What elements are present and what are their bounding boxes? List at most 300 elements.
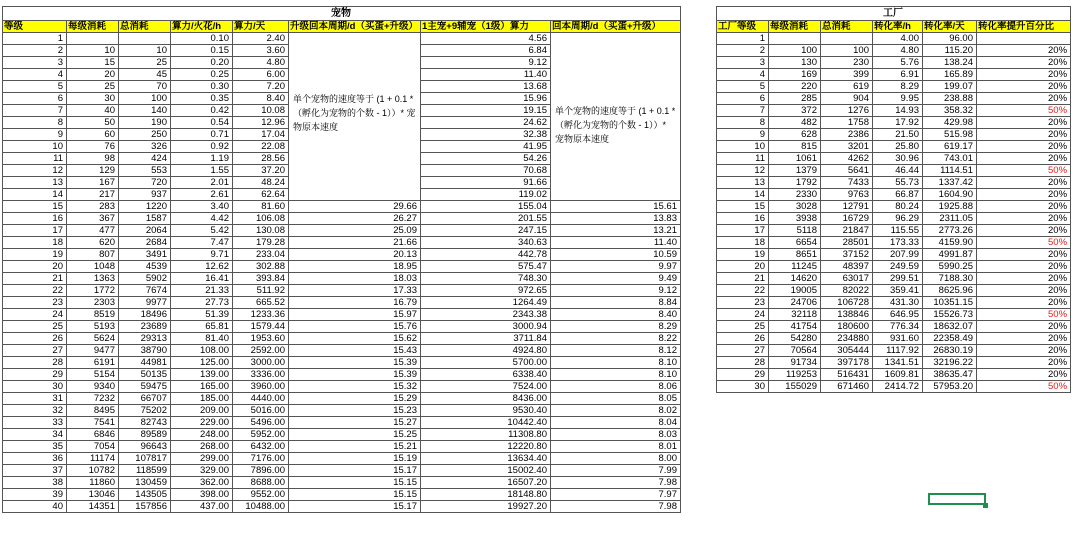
pet-cell[interactable]: 5952.00: [233, 429, 289, 441]
pet-cell[interactable]: 24: [3, 309, 67, 321]
pet-cell[interactable]: 18: [3, 237, 67, 249]
factory-cell[interactable]: 482: [769, 117, 821, 129]
factory-cell[interactable]: 4991.87: [923, 249, 977, 261]
factory-cell[interactable]: 20%: [977, 345, 1071, 357]
factory-cell[interactable]: 4.00: [873, 33, 923, 45]
factory-cell[interactable]: 1609.81: [873, 369, 923, 381]
factory-cell[interactable]: 743.01: [923, 153, 977, 165]
factory-cell[interactable]: 8.29: [873, 81, 923, 93]
factory-cell[interactable]: 50%: [977, 237, 1071, 249]
factory-cell[interactable]: 20%: [977, 273, 1071, 285]
factory-cell[interactable]: 28: [717, 357, 769, 369]
pet-cell[interactable]: 0.10: [171, 33, 233, 45]
pet-cell[interactable]: 3336.00: [233, 369, 289, 381]
pet-cell[interactable]: 20: [3, 261, 67, 273]
pet-cell[interactable]: 4: [3, 69, 67, 81]
pet-cell[interactable]: 4440.00: [233, 393, 289, 405]
factory-cell[interactable]: 285: [769, 93, 821, 105]
pet-cell[interactable]: 185.00: [171, 393, 233, 405]
factory-cell[interactable]: 180600: [821, 321, 873, 333]
factory-cell[interactable]: 1792: [769, 177, 821, 189]
pet-cell[interactable]: 6.84: [421, 45, 551, 57]
pet-cell[interactable]: 5.42: [171, 225, 233, 237]
factory-cell[interactable]: 305444: [821, 345, 873, 357]
factory-cell[interactable]: 1379: [769, 165, 821, 177]
pet-cell[interactable]: 7176.00: [233, 453, 289, 465]
factory-cell[interactable]: 1341.51: [873, 357, 923, 369]
pet-cell[interactable]: 7.98: [551, 501, 681, 513]
pet-cell[interactable]: 23689: [119, 321, 171, 333]
pet-cell[interactable]: 11860: [67, 477, 119, 489]
factory-cell[interactable]: 431.30: [873, 297, 923, 309]
factory-header-cell[interactable]: 转化率提升百分比: [977, 21, 1071, 33]
pet-cell[interactable]: 7054: [67, 441, 119, 453]
pet-cell[interactable]: 0.71: [171, 129, 233, 141]
factory-cell[interactable]: 628: [769, 129, 821, 141]
pet-cell[interactable]: 18.03: [289, 273, 421, 285]
factory-cell[interactable]: 82022: [821, 285, 873, 297]
factory-cell[interactable]: 138.24: [923, 57, 977, 69]
factory-cell[interactable]: 1758: [821, 117, 873, 129]
pet-cell[interactable]: [67, 33, 119, 45]
factory-cell[interactable]: 14: [717, 189, 769, 201]
pet-cell[interactable]: 3: [3, 57, 67, 69]
factory-cell[interactable]: 7433: [821, 177, 873, 189]
factory-cell[interactable]: 21.50: [873, 129, 923, 141]
pet-cell[interactable]: 8.40: [551, 309, 681, 321]
factory-cell[interactable]: 1925.88: [923, 201, 977, 213]
pet-cell[interactable]: 21.33: [171, 285, 233, 297]
factory-cell[interactable]: 29: [717, 369, 769, 381]
pet-cell[interactable]: 8.22: [551, 333, 681, 345]
pet-cell[interactable]: 1953.60: [233, 333, 289, 345]
pet-cell[interactable]: 0.20: [171, 57, 233, 69]
pet-cell[interactable]: 15.15: [289, 477, 421, 489]
factory-cell[interactable]: 25.80: [873, 141, 923, 153]
pet-cell[interactable]: 33: [3, 417, 67, 429]
factory-cell[interactable]: 249.59: [873, 261, 923, 273]
pet-cell[interactable]: 91.66: [421, 177, 551, 189]
factory-cell[interactable]: 25: [717, 321, 769, 333]
pet-cell[interactable]: 12220.80: [421, 441, 551, 453]
pet-cell[interactable]: 18496: [119, 309, 171, 321]
factory-cell[interactable]: 397178: [821, 357, 873, 369]
pet-cell[interactable]: 3000.00: [233, 357, 289, 369]
pet-cell[interactable]: 15.76: [289, 321, 421, 333]
factory-cell[interactable]: 48397: [821, 261, 873, 273]
pet-cell[interactable]: 18.95: [289, 261, 421, 273]
pet-cell[interactable]: 8.02: [551, 405, 681, 417]
pet-note-cell[interactable]: [289, 33, 421, 201]
pet-cell[interactable]: 15.17: [289, 501, 421, 513]
pet-header-cell[interactable]: 1主宠+9辅宠（1级）算力: [421, 21, 551, 33]
factory-cell[interactable]: 27: [717, 345, 769, 357]
factory-cell[interactable]: 138846: [821, 309, 873, 321]
factory-cell[interactable]: 119253: [769, 369, 821, 381]
pet-cell[interactable]: 16: [3, 213, 67, 225]
pet-cell[interactable]: 5902: [119, 273, 171, 285]
cell-selection-box[interactable]: [928, 493, 986, 505]
pet-cell[interactable]: 76: [67, 141, 119, 153]
pet-cell[interactable]: 9.49: [551, 273, 681, 285]
pet-cell[interactable]: 250: [119, 129, 171, 141]
pet-cell[interactable]: 9.71: [171, 249, 233, 261]
factory-cell[interactable]: 115.55: [873, 225, 923, 237]
factory-cell[interactable]: 20%: [977, 189, 1071, 201]
pet-cell[interactable]: 10: [119, 45, 171, 57]
pet-cell[interactable]: 14: [3, 189, 67, 201]
factory-cell[interactable]: 96.00: [923, 33, 977, 45]
pet-cell[interactable]: 129: [67, 165, 119, 177]
pet-cell[interactable]: 302.88: [233, 261, 289, 273]
factory-cell[interactable]: 57953.20: [923, 381, 977, 393]
pet-header-cell[interactable]: 总消耗: [119, 21, 171, 33]
pet-cell[interactable]: 38790: [119, 345, 171, 357]
pet-cell[interactable]: 1363: [67, 273, 119, 285]
pet-cell[interactable]: 3000.94: [421, 321, 551, 333]
pet-cell[interactable]: 9.12: [421, 57, 551, 69]
pet-cell[interactable]: 1.55: [171, 165, 233, 177]
pet-cell[interactable]: 2.01: [171, 177, 233, 189]
factory-cell[interactable]: 1117.92: [873, 345, 923, 357]
factory-cell[interactable]: 20%: [977, 177, 1071, 189]
factory-cell[interactable]: 20%: [977, 321, 1071, 333]
pet-cell[interactable]: 25: [3, 321, 67, 333]
factory-cell[interactable]: 20%: [977, 153, 1071, 165]
pet-header-cell[interactable]: 等级: [3, 21, 67, 33]
pet-cell[interactable]: 620: [67, 237, 119, 249]
pet-cell[interactable]: 8.06: [551, 381, 681, 393]
pet-cell[interactable]: 130.08: [233, 225, 289, 237]
pet-cell[interactable]: 50135: [119, 369, 171, 381]
pet-cell[interactable]: 15002.40: [421, 465, 551, 477]
factory-cell[interactable]: 50%: [977, 309, 1071, 321]
pet-cell[interactable]: 32: [3, 405, 67, 417]
factory-cell[interactable]: 18632.07: [923, 321, 977, 333]
pet-cell[interactable]: 424: [119, 153, 171, 165]
pet-cell[interactable]: 30: [3, 381, 67, 393]
pet-cell[interactable]: 575.47: [421, 261, 551, 273]
pet-cell[interactable]: 40: [67, 105, 119, 117]
pet-cell[interactable]: 0.92: [171, 141, 233, 153]
factory-cell[interactable]: 4.80: [873, 45, 923, 57]
pet-cell[interactable]: 5193: [67, 321, 119, 333]
factory-cell[interactable]: 70564: [769, 345, 821, 357]
pet-cell[interactable]: 15: [3, 201, 67, 213]
pet-cell[interactable]: 15.62: [289, 333, 421, 345]
pet-cell[interactable]: 22.08: [233, 141, 289, 153]
factory-cell[interactable]: 3: [717, 57, 769, 69]
factory-cell[interactable]: 55.73: [873, 177, 923, 189]
pet-cell[interactable]: 106.08: [233, 213, 289, 225]
factory-header-cell[interactable]: 总消耗: [821, 21, 873, 33]
pet-cell[interactable]: 8.29: [551, 321, 681, 333]
factory-cell[interactable]: 8651: [769, 249, 821, 261]
factory-cell[interactable]: 399: [821, 69, 873, 81]
factory-cell[interactable]: 26: [717, 333, 769, 345]
pet-cell[interactable]: 9340: [67, 381, 119, 393]
pet-cell[interactable]: 140: [119, 105, 171, 117]
factory-cell[interactable]: 931.60: [873, 333, 923, 345]
pet-cell[interactable]: 5624: [67, 333, 119, 345]
pet-cell[interactable]: 28: [3, 357, 67, 369]
pet-cell[interactable]: 10: [67, 45, 119, 57]
pet-cell[interactable]: 5700.00: [421, 357, 551, 369]
pet-cell[interactable]: 37.20: [233, 165, 289, 177]
pet-cell[interactable]: 81.40: [171, 333, 233, 345]
factory-cell[interactable]: 11245: [769, 261, 821, 273]
pet-cell[interactable]: 59475: [119, 381, 171, 393]
pet-cell[interactable]: 720: [119, 177, 171, 189]
pet-cell[interactable]: 0.15: [171, 45, 233, 57]
pet-cell[interactable]: 340.63: [421, 237, 551, 249]
pet-cell[interactable]: 329.00: [171, 465, 233, 477]
pet-cell[interactable]: 4539: [119, 261, 171, 273]
factory-cell[interactable]: 234880: [821, 333, 873, 345]
factory-cell[interactable]: 904: [821, 93, 873, 105]
pet-cell[interactable]: 39: [3, 489, 67, 501]
pet-cell[interactable]: 19927.20: [421, 501, 551, 513]
pet-cell[interactable]: 15.97: [289, 309, 421, 321]
pet-cell[interactable]: 190: [119, 117, 171, 129]
factory-cell[interactable]: 21847: [821, 225, 873, 237]
pet-cell[interactable]: 511.92: [233, 285, 289, 297]
pet-cell[interactable]: 40: [3, 501, 67, 513]
pet-cell[interactable]: 118599: [119, 465, 171, 477]
factory-cell[interactable]: 4262: [821, 153, 873, 165]
pet-cell[interactable]: 179.28: [233, 237, 289, 249]
pet-cell[interactable]: 35: [3, 441, 67, 453]
pet-cell[interactable]: 15.96: [421, 93, 551, 105]
factory-cell[interactable]: 20%: [977, 141, 1071, 153]
factory-cell[interactable]: 15526.73: [923, 309, 977, 321]
pet-cell[interactable]: 5016.00: [233, 405, 289, 417]
factory-cell[interactable]: 20%: [977, 93, 1071, 105]
pet-cell[interactable]: 17: [3, 225, 67, 237]
pet-cell[interactable]: 6432.00: [233, 441, 289, 453]
pet-cell[interactable]: 2684: [119, 237, 171, 249]
pet-cell[interactable]: 75202: [119, 405, 171, 417]
pet-cell[interactable]: 1233.36: [233, 309, 289, 321]
pet-cell[interactable]: 9977: [119, 297, 171, 309]
pet-cell[interactable]: 937: [119, 189, 171, 201]
factory-cell[interactable]: 20%: [977, 117, 1071, 129]
factory-cell[interactable]: 2330: [769, 189, 821, 201]
pet-cell[interactable]: 82743: [119, 417, 171, 429]
factory-cell[interactable]: [821, 33, 873, 45]
pet-header-cell[interactable]: 升级回本周期/d（买蛋+升级）: [289, 21, 421, 33]
pet-cell[interactable]: 18148.80: [421, 489, 551, 501]
pet-cell[interactable]: 62.64: [233, 189, 289, 201]
factory-cell[interactable]: 199.07: [923, 81, 977, 93]
factory-cell[interactable]: 20%: [977, 249, 1071, 261]
pet-cell[interactable]: 16507.20: [421, 477, 551, 489]
pet-cell[interactable]: 10782: [67, 465, 119, 477]
factory-cell[interactable]: 3028: [769, 201, 821, 213]
pet-cell[interactable]: 6338.40: [421, 369, 551, 381]
pet-cell[interactable]: 26.27: [289, 213, 421, 225]
factory-cell[interactable]: 6654: [769, 237, 821, 249]
pet-cell[interactable]: 13046: [67, 489, 119, 501]
factory-header-cell[interactable]: 每级消耗: [769, 21, 821, 33]
pet-cell[interactable]: 4924.80: [421, 345, 551, 357]
pet-cell[interactable]: 2.61: [171, 189, 233, 201]
pet-cell[interactable]: 807: [67, 249, 119, 261]
factory-cell[interactable]: 220: [769, 81, 821, 93]
factory-cell[interactable]: 10: [717, 141, 769, 153]
factory-cell[interactable]: 96.29: [873, 213, 923, 225]
pet-cell[interactable]: 15.17: [289, 465, 421, 477]
pet-cell[interactable]: 11: [3, 153, 67, 165]
factory-cell[interactable]: 11: [717, 153, 769, 165]
pet-cell[interactable]: 15.43: [289, 345, 421, 357]
factory-cell[interactable]: 24: [717, 309, 769, 321]
pet-cell[interactable]: 10488.00: [233, 501, 289, 513]
pet-cell[interactable]: 1772: [67, 285, 119, 297]
factory-cell[interactable]: 516431: [821, 369, 873, 381]
factory-cell[interactable]: 20%: [977, 201, 1071, 213]
pet-cell[interactable]: 41.95: [421, 141, 551, 153]
pet-cell[interactable]: 2064: [119, 225, 171, 237]
pet-cell[interactable]: 15.23: [289, 405, 421, 417]
factory-cell[interactable]: 165.89: [923, 69, 977, 81]
factory-cell[interactable]: 63017: [821, 273, 873, 285]
pet-cell[interactable]: 15.39: [289, 369, 421, 381]
pet-cell[interactable]: 143505: [119, 489, 171, 501]
pet-cell[interactable]: 25.09: [289, 225, 421, 237]
factory-cell[interactable]: 8625.96: [923, 285, 977, 297]
factory-cell[interactable]: 22: [717, 285, 769, 297]
pet-cell[interactable]: 165.00: [171, 381, 233, 393]
pet-cell[interactable]: 8.04: [551, 417, 681, 429]
pet-cell[interactable]: 96643: [119, 441, 171, 453]
pet-cell[interactable]: 81.60: [233, 201, 289, 213]
pet-cell[interactable]: 65.81: [171, 321, 233, 333]
pet-cell[interactable]: 2: [3, 45, 67, 57]
pet-header-cell[interactable]: 回本周期/d（买蛋+升级）: [551, 21, 681, 33]
pet-cell[interactable]: 326: [119, 141, 171, 153]
factory-cell[interactable]: 3201: [821, 141, 873, 153]
pet-cell[interactable]: 29.66: [289, 201, 421, 213]
pet-cell[interactable]: 0.25: [171, 69, 233, 81]
pet-cell[interactable]: 22: [3, 285, 67, 297]
factory-cell[interactable]: 12791: [821, 201, 873, 213]
pet-cell[interactable]: 10.59: [551, 249, 681, 261]
pet-cell[interactable]: 108.00: [171, 345, 233, 357]
pet-cell[interactable]: 5154: [67, 369, 119, 381]
pet-cell[interactable]: 3.60: [233, 45, 289, 57]
pet-cell[interactable]: 3711.84: [421, 333, 551, 345]
factory-cell[interactable]: 3938: [769, 213, 821, 225]
factory-cell[interactable]: 26830.19: [923, 345, 977, 357]
pet-cell[interactable]: 54.26: [421, 153, 551, 165]
factory-cell[interactable]: 2773.26: [923, 225, 977, 237]
factory-cell[interactable]: 91734: [769, 357, 821, 369]
factory-cell[interactable]: 20%: [977, 285, 1071, 297]
pet-cell[interactable]: 12.96: [233, 117, 289, 129]
factory-cell[interactable]: 20%: [977, 129, 1071, 141]
pet-cell[interactable]: 19.15: [421, 105, 551, 117]
pet-cell[interactable]: 4.42: [171, 213, 233, 225]
factory-cell[interactable]: 2386: [821, 129, 873, 141]
pet-cell[interactable]: 11308.80: [421, 429, 551, 441]
factory-cell[interactable]: 20%: [977, 69, 1071, 81]
factory-cell[interactable]: 169: [769, 69, 821, 81]
pet-cell[interactable]: 9552.00: [233, 489, 289, 501]
factory-cell[interactable]: 19005: [769, 285, 821, 297]
pet-cell[interactable]: 15.32: [289, 381, 421, 393]
pet-cell[interactable]: 11.40: [551, 237, 681, 249]
factory-cell[interactable]: 50%: [977, 165, 1071, 177]
pet-cell[interactable]: 8519: [67, 309, 119, 321]
pet-cell[interactable]: 45: [119, 69, 171, 81]
factory-cell[interactable]: 299.51: [873, 273, 923, 285]
pet-cell[interactable]: [119, 33, 171, 45]
factory-cell[interactable]: 21: [717, 273, 769, 285]
factory-header-cell[interactable]: 转化率/天: [923, 21, 977, 33]
pet-cell[interactable]: 8.10: [551, 369, 681, 381]
factory-cell[interactable]: 429.98: [923, 117, 977, 129]
pet-cell[interactable]: 8436.00: [421, 393, 551, 405]
factory-cell[interactable]: 9763: [821, 189, 873, 201]
pet-header-cell[interactable]: 每级消耗: [67, 21, 119, 33]
factory-cell[interactable]: 5641: [821, 165, 873, 177]
pet-cell[interactable]: 24.62: [421, 117, 551, 129]
pet-cell[interactable]: 7541: [67, 417, 119, 429]
pet-cell[interactable]: 748.30: [421, 273, 551, 285]
pet-cell[interactable]: 15.39: [289, 357, 421, 369]
factory-cell[interactable]: 20%: [977, 81, 1071, 93]
factory-cell[interactable]: 14.93: [873, 105, 923, 117]
pet-cell[interactable]: 51.39: [171, 309, 233, 321]
factory-cell[interactable]: 12: [717, 165, 769, 177]
factory-cell[interactable]: 5: [717, 81, 769, 93]
pet-cell[interactable]: 13.83: [551, 213, 681, 225]
pet-cell[interactable]: 0.35: [171, 93, 233, 105]
factory-cell[interactable]: 20%: [977, 225, 1071, 237]
pet-cell[interactable]: 248.00: [171, 429, 233, 441]
factory-cell[interactable]: 1: [717, 33, 769, 45]
factory-cell[interactable]: 20%: [977, 369, 1071, 381]
pet-cell[interactable]: 1: [3, 33, 67, 45]
pet-cell[interactable]: 3491: [119, 249, 171, 261]
factory-cell[interactable]: 23: [717, 297, 769, 309]
pet-cell[interactable]: 1220: [119, 201, 171, 213]
pet-cell[interactable]: 8688.00: [233, 477, 289, 489]
factory-cell[interactable]: 20: [717, 261, 769, 273]
factory-cell[interactable]: 10351.15: [923, 297, 977, 309]
pet-cell[interactable]: 157856: [119, 501, 171, 513]
pet-cell[interactable]: 100: [119, 93, 171, 105]
pet-cell[interactable]: 50: [67, 117, 119, 129]
pet-cell[interactable]: 7.98: [551, 477, 681, 489]
pet-header-cell[interactable]: 算力/天: [233, 21, 289, 33]
factory-cell[interactable]: 115.20: [923, 45, 977, 57]
factory-cell[interactable]: 19: [717, 249, 769, 261]
pet-cell[interactable]: 9530.40: [421, 405, 551, 417]
pet-cell[interactable]: 36: [3, 453, 67, 465]
pet-cell[interactable]: 7524.00: [421, 381, 551, 393]
factory-cell[interactable]: 80.24: [873, 201, 923, 213]
pet-cell[interactable]: 15.21: [289, 441, 421, 453]
pet-cell[interactable]: 19: [3, 249, 67, 261]
pet-cell[interactable]: 362.00: [171, 477, 233, 489]
factory-cell[interactable]: 8: [717, 117, 769, 129]
factory-cell[interactable]: 619: [821, 81, 873, 93]
pet-cell[interactable]: 13634.40: [421, 453, 551, 465]
factory-cell[interactable]: 14620: [769, 273, 821, 285]
pet-cell[interactable]: 15.61: [551, 201, 681, 213]
